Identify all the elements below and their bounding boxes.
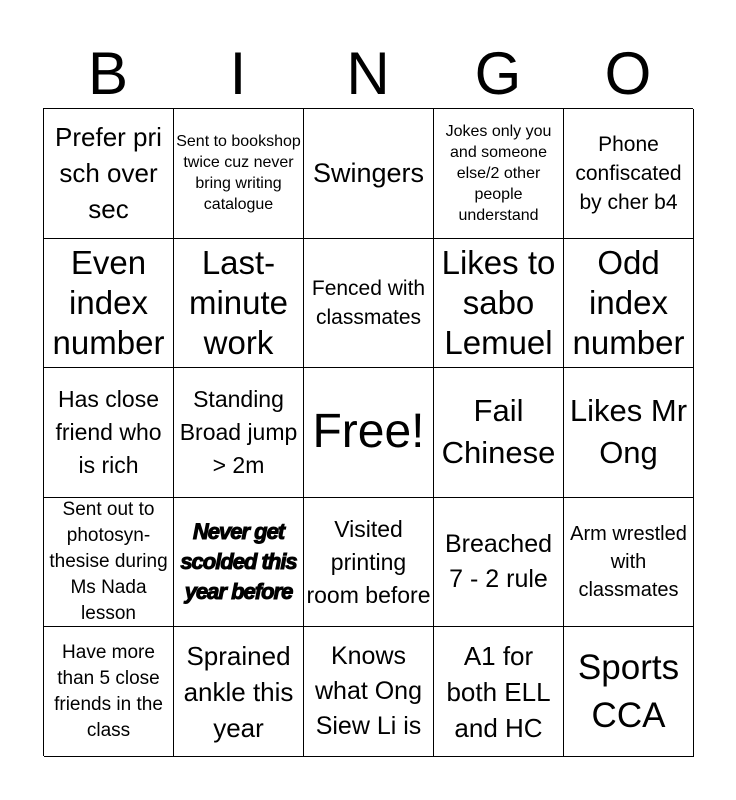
bingo-cell[interactable] xyxy=(434,627,564,757)
cell-text: Prefer pri sch over sec xyxy=(55,122,162,225)
bingo-cell[interactable] xyxy=(44,627,174,757)
bingo-cell[interactable] xyxy=(44,239,174,369)
cell-text: Have more than 5 close friends in the class xyxy=(54,641,163,741)
cell-text: Even index number xyxy=(52,243,165,361)
header-letter-g: G xyxy=(474,40,522,107)
cell-text: Has close friend who is rich xyxy=(55,385,162,478)
bingo-cell[interactable] xyxy=(564,627,694,757)
bingo-cell[interactable] xyxy=(174,368,304,498)
bingo-grid xyxy=(43,108,693,756)
cell-text: Knows what Ong Siew Li is xyxy=(314,642,422,741)
cell-text: Sports CCA xyxy=(577,647,680,735)
bingo-cell[interactable] xyxy=(434,239,564,369)
cell-text: Last-minute work xyxy=(188,243,289,361)
cell-text: Standing Broad jump > 2m xyxy=(179,385,298,478)
bingo-cell[interactable] xyxy=(564,498,694,628)
bingo-cell[interactable] xyxy=(304,498,434,628)
free-space[interactable] xyxy=(304,368,434,498)
header-letter-n: N xyxy=(346,40,390,107)
cell-text: Jokes only you and someone else/2 other people understand xyxy=(445,122,552,224)
cell-text: Visited printing room before xyxy=(306,515,431,608)
cell-text: Swingers xyxy=(312,157,425,188)
bingo-cell[interactable] xyxy=(174,239,304,369)
free-space-text: Free! xyxy=(312,405,425,459)
bingo-cell[interactable] xyxy=(434,498,564,628)
cell-text: Fenced with classmates xyxy=(311,276,426,329)
bingo-cell[interactable] xyxy=(174,498,304,628)
bingo-header xyxy=(43,40,693,108)
cell-text: A1 for both ELL and HC xyxy=(446,640,551,743)
bingo-cell[interactable] xyxy=(564,368,694,498)
cell-text: Likes to sabo Lemuel xyxy=(441,243,556,361)
bingo-cell[interactable] xyxy=(304,627,434,757)
header-letter-b: B xyxy=(87,40,129,107)
cell-text: Fail Chinese xyxy=(441,393,556,471)
header-letter-i: I xyxy=(229,40,247,107)
cell-text: Never get scolded this year before xyxy=(180,519,297,605)
bingo-cell[interactable] xyxy=(44,109,174,239)
cell-text: Phone confiscated by cher b4 xyxy=(575,132,682,214)
cell-text: Likes Mr Ong xyxy=(569,393,688,471)
cell-text: Sent out to photosyn-thesise during Ms Nada lesson xyxy=(49,499,168,625)
bingo-cell[interactable] xyxy=(434,368,564,498)
cell-text: Breached 7 - 2 rule xyxy=(444,530,553,594)
cell-text: Sent to bookshop twice cuz never bring writing catalogue xyxy=(176,133,301,214)
header-letter-o: O xyxy=(604,40,652,107)
cell-text: Sprained ankle this year xyxy=(183,640,294,743)
bingo-cell[interactable] xyxy=(304,109,434,239)
bingo-cell[interactable] xyxy=(564,109,694,239)
bingo-cell[interactable] xyxy=(564,239,694,369)
cell-text: Arm wrestled with classmates xyxy=(570,523,687,602)
bingo-cell[interactable] xyxy=(174,109,304,239)
bingo-cell[interactable] xyxy=(304,239,434,369)
bingo-cell[interactable] xyxy=(174,627,304,757)
bingo-cell[interactable] xyxy=(434,109,564,239)
cell-text: Odd index number xyxy=(572,243,685,361)
bingo-cell[interactable] xyxy=(44,368,174,498)
bingo-cell[interactable] xyxy=(44,498,174,628)
